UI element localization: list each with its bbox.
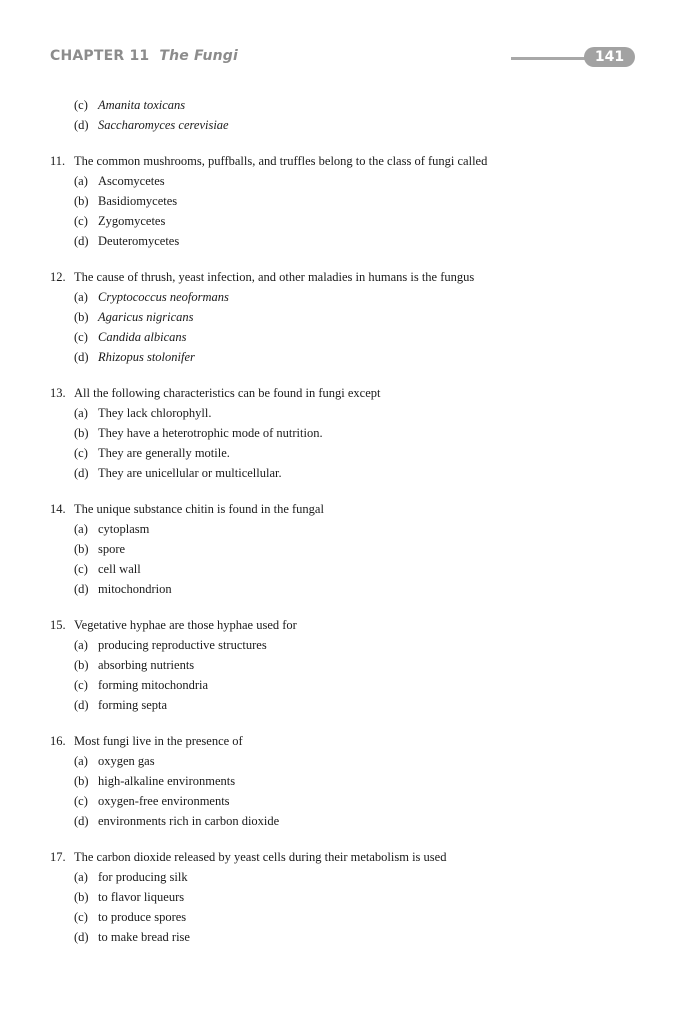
question-text: Vegetative hyphae are those hyphae used for <box>74 618 297 632</box>
answer-option <box>0 443 683 463</box>
answer-option <box>0 907 683 927</box>
question-block <box>0 151 683 251</box>
question-number: 14. <box>50 502 66 516</box>
option-letter: (c) <box>74 794 88 808</box>
option-text: to make bread rise <box>98 930 190 944</box>
option-letter: (c) <box>74 214 88 228</box>
answer-option <box>0 191 683 211</box>
option-letter: (d) <box>74 466 89 480</box>
option-text: mitochondrion <box>98 582 172 596</box>
answer-option <box>0 231 683 251</box>
answer-option <box>0 791 683 811</box>
option-letter: (a) <box>74 638 88 652</box>
option-text: to flavor liqueurs <box>98 890 185 904</box>
question-stem <box>0 267 683 287</box>
question-text: The common mushrooms, puffballs, and truffles belong to the class of fungi called <box>74 154 488 168</box>
header-rule <box>511 57 591 60</box>
answer-option <box>0 403 683 423</box>
answer-option <box>0 771 683 791</box>
option-text: environments rich in carbon dioxide <box>98 814 280 828</box>
answer-option <box>0 655 683 675</box>
option-text: Rhizopus stolonifer <box>98 350 195 364</box>
option-text: oxygen gas <box>98 754 155 768</box>
option-letter: (b) <box>74 194 89 208</box>
question-number: 16. <box>50 734 66 748</box>
option-text: Deuteromycetes <box>98 234 180 248</box>
option-letter: (c) <box>74 678 88 692</box>
answer-option <box>0 347 683 367</box>
option-letter: (b) <box>74 890 89 904</box>
option-letter: (a) <box>74 290 88 304</box>
option-text: absorbing nutrients <box>98 658 195 672</box>
answer-option <box>0 327 683 347</box>
option-letter: (d) <box>74 350 89 364</box>
question-stem <box>0 615 683 635</box>
option-letter: (a) <box>74 870 88 884</box>
answer-option <box>0 463 683 483</box>
question-number: 11. <box>50 154 66 168</box>
option-letter: (c) <box>74 330 88 344</box>
answer-option <box>0 307 683 327</box>
question-stem <box>0 383 683 403</box>
question-list <box>0 95 683 963</box>
answer-option <box>0 751 683 771</box>
option-text: Ascomycetes <box>98 174 165 188</box>
option-text: Amanita toxicans <box>98 98 186 112</box>
continued-question <box>0 95 683 135</box>
option-letter: (b) <box>74 426 89 440</box>
question-block <box>0 267 683 367</box>
answer-option <box>0 211 683 231</box>
option-letter: (d) <box>74 234 89 248</box>
option-text: Basidiomycetes <box>98 194 178 208</box>
option-letter: (c) <box>74 910 88 924</box>
option-letter: (c) <box>74 562 88 576</box>
option-text: forming septa <box>98 698 168 712</box>
option-letter: (c) <box>74 98 88 112</box>
option-text: Cryptococcus neoformans <box>98 290 229 304</box>
question-block <box>0 847 683 947</box>
question-number: 13. <box>50 386 66 400</box>
chapter-title: The Fungi <box>159 48 239 64</box>
answer-option <box>0 635 683 655</box>
question-text: The cause of thrush, yeast infection, and other maladies in humans is the fungus <box>74 270 475 284</box>
answer-option <box>0 695 683 715</box>
answer-option <box>0 927 683 947</box>
question-stem <box>0 499 683 519</box>
option-text: They lack chlorophyll. <box>98 406 212 420</box>
chapter-label: CHAPTER 11 <box>50 48 150 64</box>
option-letter: (c) <box>74 446 88 460</box>
page-header <box>50 47 640 69</box>
option-letter: (b) <box>74 542 89 556</box>
option-letter: (a) <box>74 406 88 420</box>
option-letter: (d) <box>74 582 89 596</box>
option-letter: (d) <box>74 814 89 828</box>
answer-option <box>0 539 683 559</box>
question-block <box>0 499 683 599</box>
option-text: Candida albicans <box>98 330 187 344</box>
answer-option <box>0 887 683 907</box>
option-letter: (d) <box>74 118 89 132</box>
question-block <box>0 731 683 831</box>
option-text: forming mitochondria <box>98 678 209 692</box>
page-number-badge: 141 <box>584 47 635 67</box>
option-text: to produce spores <box>98 910 187 924</box>
question-number: 15. <box>50 618 66 632</box>
option-text: cytoplasm <box>98 522 150 536</box>
answer-option <box>0 171 683 191</box>
option-letter: (d) <box>74 930 89 944</box>
question-block <box>0 615 683 715</box>
option-text: high-alkaline environments <box>98 774 236 788</box>
option-letter: (a) <box>74 754 88 768</box>
option-text: oxygen-free environments <box>98 794 230 808</box>
question-block <box>0 383 683 483</box>
option-text: producing reproductive structures <box>98 638 267 652</box>
question-number: 17. <box>50 850 66 864</box>
question-text: The carbon dioxide released by yeast cells during their metabolism is used <box>74 850 447 864</box>
option-letter: (b) <box>74 658 89 672</box>
answer-option <box>0 811 683 831</box>
answer-option <box>0 675 683 695</box>
answer-option <box>0 579 683 599</box>
option-letter: (d) <box>74 698 89 712</box>
option-text: They are generally motile. <box>98 446 230 460</box>
answer-option <box>0 95 683 115</box>
answer-option <box>0 519 683 539</box>
option-letter: (a) <box>74 522 88 536</box>
option-text: They are unicellular or multicellular. <box>98 466 282 480</box>
option-text: Agaricus nigricans <box>98 310 194 324</box>
question-stem <box>0 731 683 751</box>
question-text: Most fungi live in the presence of <box>74 734 243 748</box>
option-text: They have a heterotrophic mode of nutrition. <box>98 426 323 440</box>
question-number: 12. <box>50 270 66 284</box>
question-stem <box>0 847 683 867</box>
answer-option <box>0 423 683 443</box>
option-text: Zygomycetes <box>98 214 166 228</box>
question-text: The unique substance chitin is found in the fungal <box>74 502 324 516</box>
answer-option <box>0 559 683 579</box>
question-stem <box>0 151 683 171</box>
option-text: for producing silk <box>98 870 188 884</box>
option-text: spore <box>98 542 126 556</box>
answer-option <box>0 287 683 307</box>
option-text: Saccharomyces cerevisiae <box>98 118 229 132</box>
option-letter: (b) <box>74 774 89 788</box>
running-head <box>50 48 238 64</box>
option-letter: (a) <box>74 174 88 188</box>
option-letter: (b) <box>74 310 89 324</box>
question-text: All the following characteristics can be found in fungi except <box>74 386 381 400</box>
option-text: cell wall <box>98 562 141 576</box>
answer-option <box>0 115 683 135</box>
answer-option <box>0 867 683 887</box>
